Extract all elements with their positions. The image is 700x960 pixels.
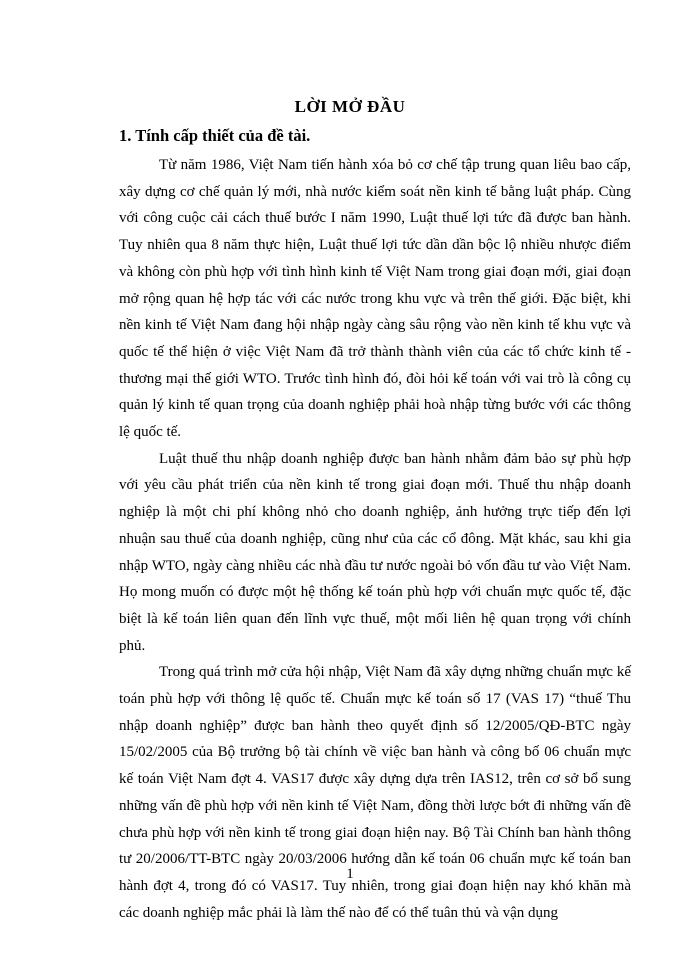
paragraph-1: Từ năm 1986, Việt Nam tiến hành xóa bỏ cơ chế tập trung quan liêu bao cấp, xây dựng cơ chế quản lý mới, nhà nước kiểm soát nền kinh tế bằng luật pháp. Cùng với công cuộc cải cách thuế bước I năm 1990, Luật thuế lợi tức đã được ban hành. Tuy nhiên qua 8 năm thực hiện, Luật thuế lợi tức dần dần bộc lộ nhiều nhược điểm và không còn phù hợp với tình hình kinh tế Việt Nam trong giai đoạn mới, giai đoạn mở rộng quan hệ hợp tác với các nước trong khu vực và trên thế giới. Đặc biệt, khi nền kinh tế Việt Nam đang hội nhập ngày càng sâu rộng vào nền kinh tế khu vực và quốc tế thể hiện ở việc Việt Nam đã trở thành thành viên của các tổ chức kinh tế - thương mại thế giới WTO. Trước tình hình đó, đòi hỏi kế toán với vai trò là công cụ quản lý kinh tế quan trọng của doanh nghiệp phải hoà nhập từng bước với các thông lệ quốc tế.: [119, 157, 631, 441]
page-number: 1: [346, 866, 354, 882]
paragraph-2: Luật thuế thu nhập doanh nghiệp được ban hành nhằm đảm bảo sự phù hợp với yêu cầu phát triển của nền kinh tế trong giai đoạn mới. Thuế thu nhập doanh nghiệp là một chi phí không nhỏ cho doanh nghiệp, ảnh hưởng trực tiếp đến lợi nhuận sau thuế của doanh nghiệp, cũng như của các cổ đông. Mặt khác, sau khi gia nhập WTO, ngày càng nhiều các nhà đầu tư nước ngoài bỏ vốn đầu tư vào Việt Nam. Họ mong muốn có được một hệ thống kế toán phù hợp với chuẩn mực quốc tế, đặc biệt là kế toán liên quan đến lĩnh vực thuế, một mối liên hệ quan trọng với chính phủ.: [119, 450, 631, 654]
page-title: LỜI MỞ ĐẦU: [294, 97, 406, 116]
paragraph-3: Trong quá trình mở cửa hội nhập, Việt Nam đã xây dựng những chuẩn mực kế toán phù hợp với thông lệ quốc tế. Chuẩn mực kế toán số 17 (VAS 17) “thuế Thu nhập doanh nghiệp” được ban hành theo quyết định số 12/2005/QĐ-BTC ngày 15/02/2005 của Bộ trưởng bộ tài chính về việc ban hành và công bố 06 chuẩn mực kế toán Việt Nam đợt 4. VAS17 được xây dựng dựa trên IAS12, trên cơ sở bổ sung những vấn đề phù hợp với nền kinh tế Việt Nam, đồng thời lược bớt đi những vấn đề chưa phù hợp với nền kinh tế trong giai đoạn hiện nay. Bộ Tài Chính ban hành thông tư 20/2006/TT-BTC ngày 20/03/2006 hướng dẫn kế toán 06 chuẩn mực kế toán ban hành đợt 4, trong đó có VAS17. Tuy nhiên, trong giai đoạn hiện nay khó khăn mà các doanh nghiệp mắc phải là làm thế nào để có thể tuân thủ và vận dụng: [119, 664, 631, 921]
section-heading: 1. Tính cấp thiết của đề tài.: [119, 126, 311, 145]
body-text: [119, 152, 631, 926]
